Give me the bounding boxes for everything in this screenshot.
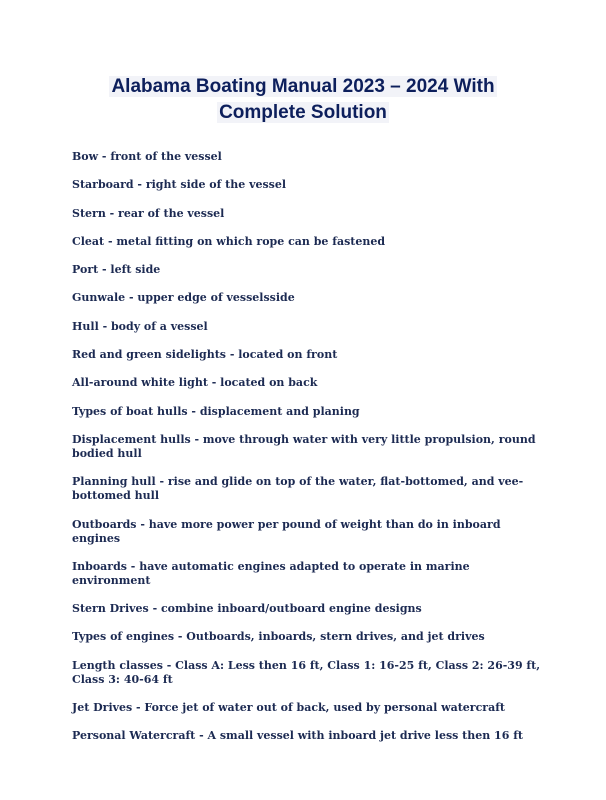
definition-item: Planning hull - rise and glide on top of the water, flat-bottomed, and vee-bottomed hull (72, 475, 524, 503)
definition-item: Stern - rear of the vessel (72, 206, 225, 220)
definition-item: Inboards - have automatic engines adapted to operate in marine environment (72, 559, 470, 587)
definition-item: Stern Drives - combine inboard/outboard engine designs (72, 602, 422, 616)
title-line-2: Complete Solution (219, 102, 387, 123)
definition-item: Bow - front of the vessel (72, 150, 222, 163)
definition-item: Hull - body of a vessel (72, 319, 208, 333)
definition-item: Cleat - metal fitting on which rope can be fastened (72, 234, 386, 248)
definition-item: All-around white light - located on back (72, 376, 318, 390)
definition-item: Personal Watercraft - A small vessel with inboard jet drive less then 16 ft (72, 729, 524, 743)
definition-item: Starboard - right side of the vessel (72, 178, 287, 192)
title-line-1: Alabama Boating Manual 2023 – 2024 With (111, 76, 495, 97)
definition-item: Red and green sidelights - located on front (72, 348, 338, 362)
definition-item: Length classes - Class A: Less then 16 ft, Class 1: 16-25 ft, Class 2: 26-39 ft, Class 3: 40-64 ft (72, 658, 541, 686)
definition-item: Types of boat hulls - displacement and planing (72, 404, 360, 418)
definition-item: Displacement hulls - move through water with very little propulsion, round bodied hull (72, 432, 536, 460)
definition-item: Types of engines - Outboards, inboards, stern drives, and jet drives (72, 630, 485, 644)
definition-item: Port - left side (72, 263, 161, 277)
definition-list (72, 150, 542, 758)
definition-item: Jet Drives - Force jet of water out of back, used by personal watercraft (72, 701, 506, 715)
document-title (60, 74, 546, 126)
definition-item: Gunwale - upper edge of vesselsside (72, 291, 295, 305)
definition-item: Outboards - have more power per pound of weight than do in inboard engines (72, 517, 501, 545)
